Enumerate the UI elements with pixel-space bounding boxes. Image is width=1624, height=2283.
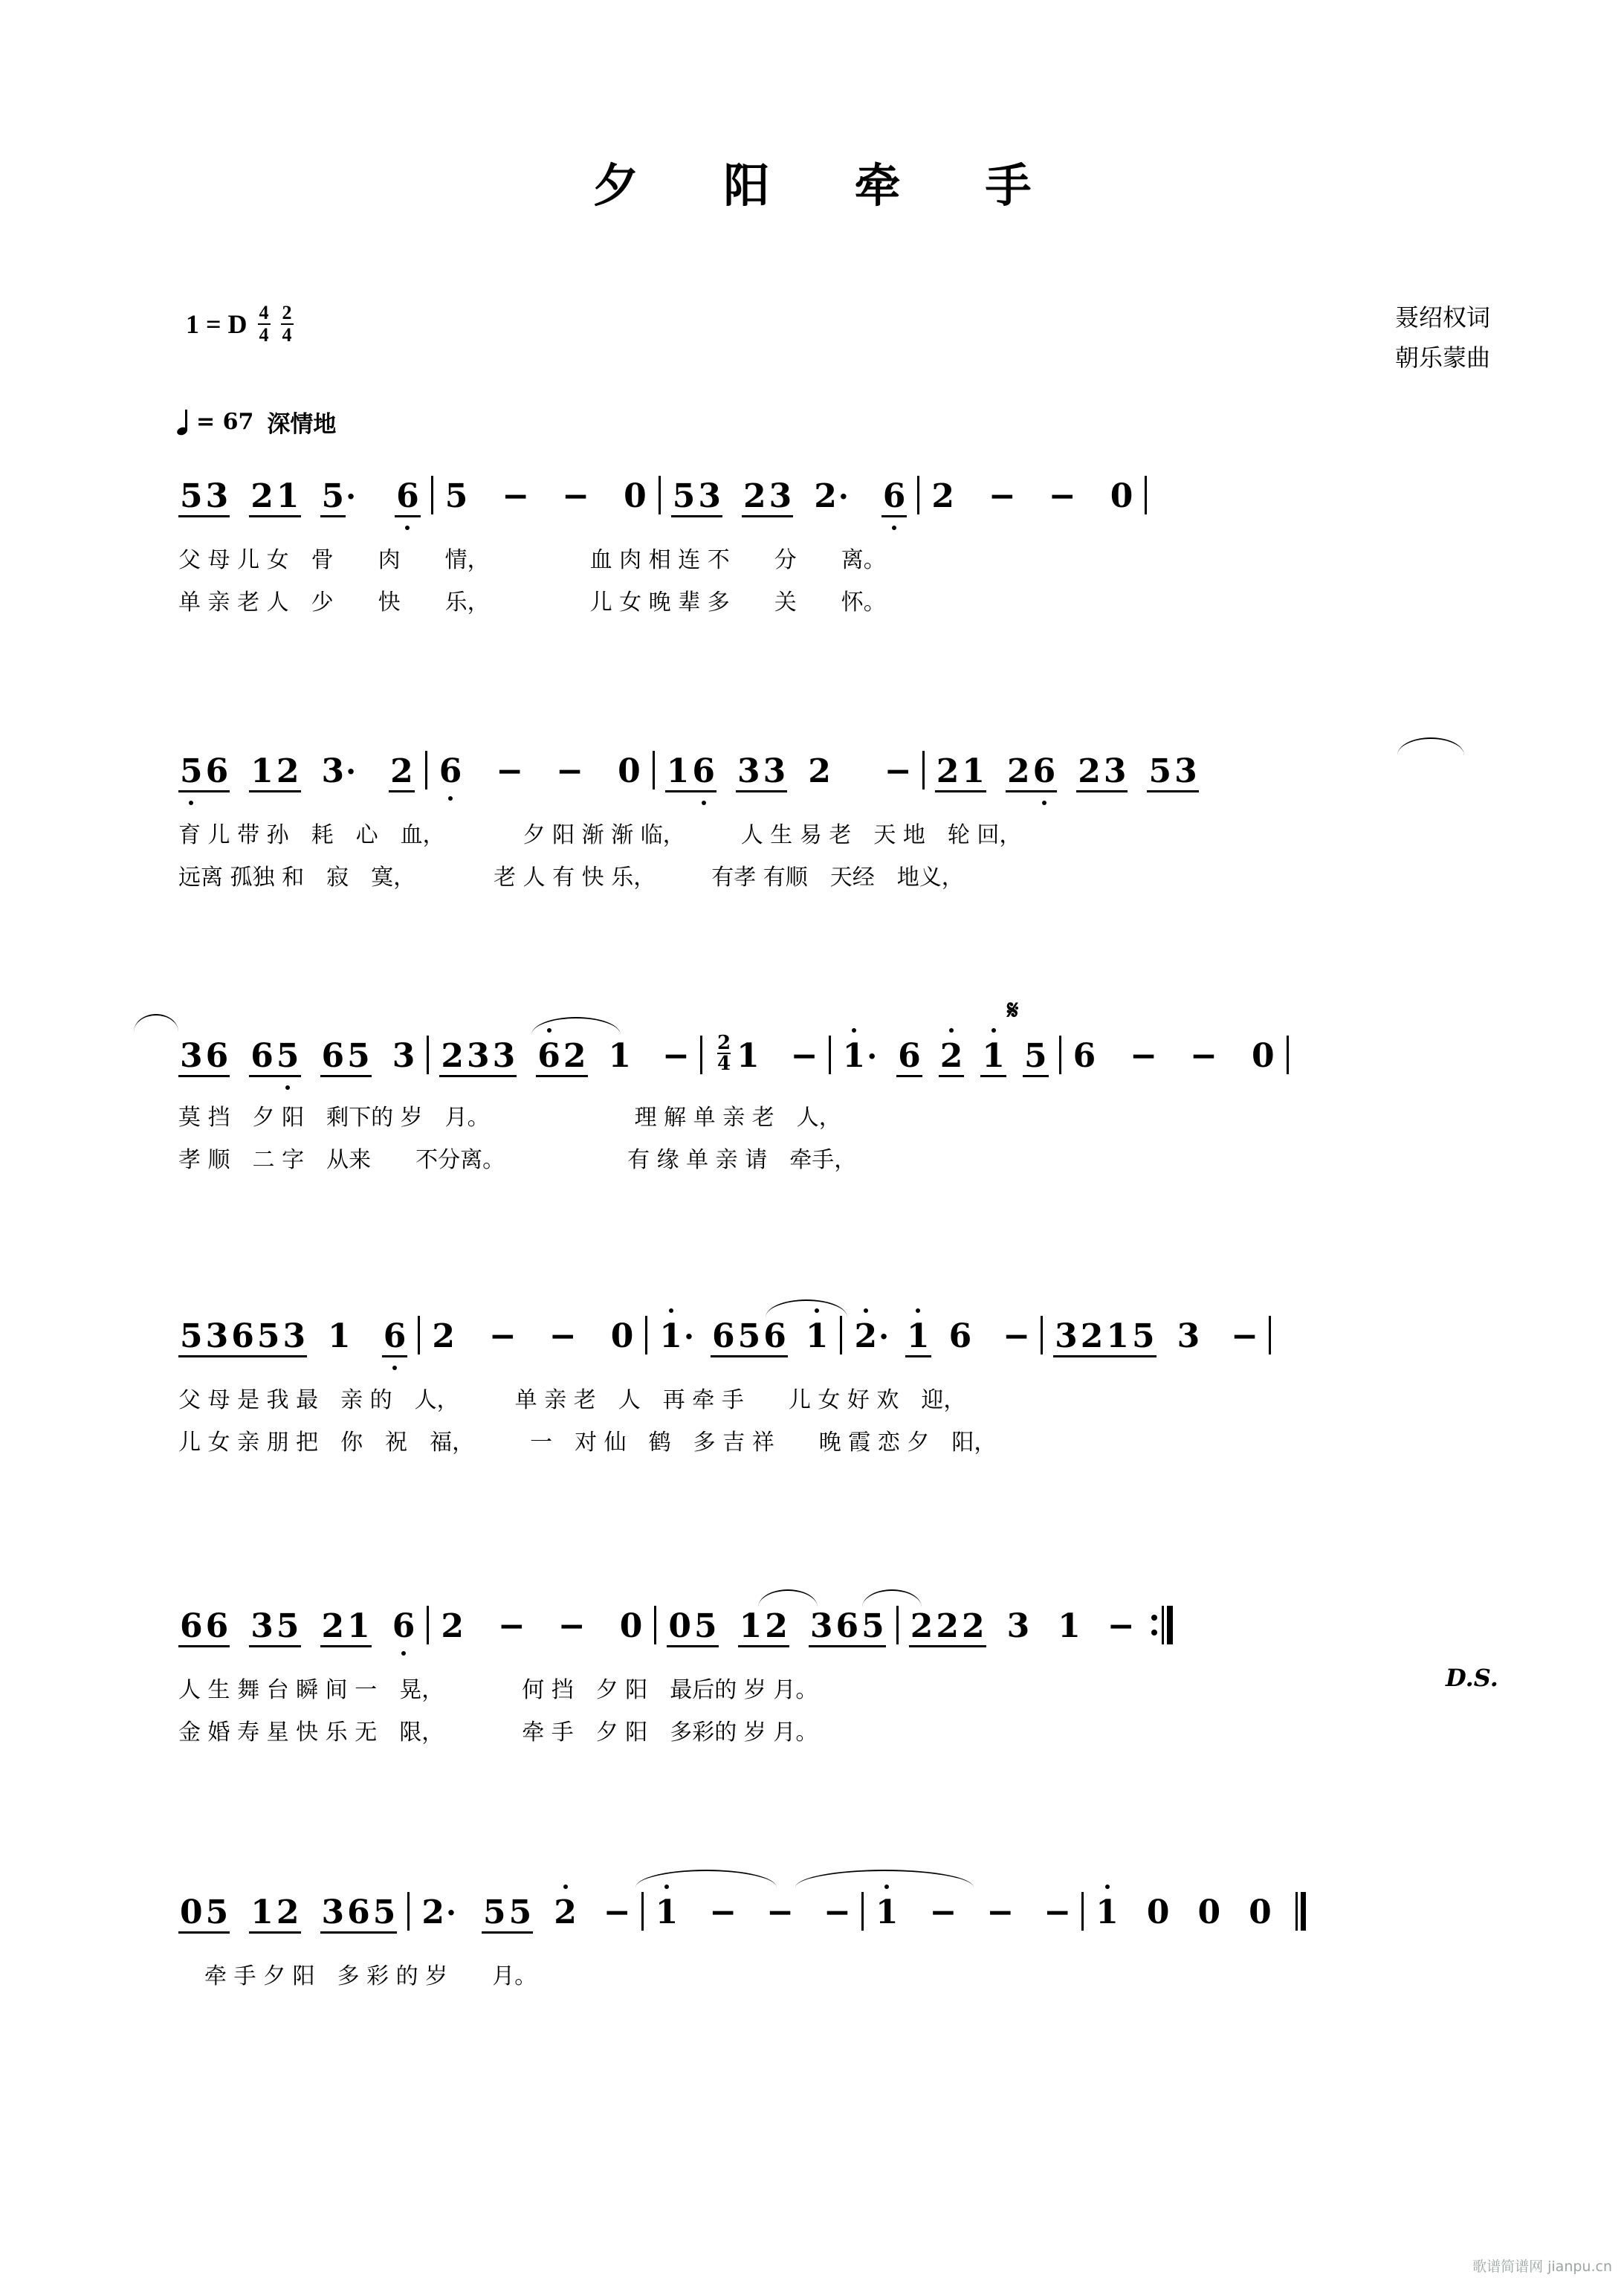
system-5-lyrics-verse-1: 人 生 舞 台 瞬 间 一 晃， 何 挡 夕 阳 最后的 岁 月。 (178, 1677, 818, 1703)
time-signature-change: $\frac{2}{4}$ (717, 1032, 731, 1075)
repeat-end-barline (1151, 1606, 1174, 1644)
system-3-lyrics-verse-2: 孝 顺 二 字 从来 不分离。 有 缘 单 亲 请 牵手， (178, 1147, 857, 1173)
watermark: 歌谱简谱网 jianpu.cn (1472, 2258, 1612, 2275)
tempo-expression: 深情地 (267, 411, 337, 438)
phrase-slur (134, 1014, 178, 1032)
system-4-notes: 53653 1 6 2 − − 0 1· 656 1 2· 1 6 − 3215 3 − (178, 1316, 1464, 1368)
key-signature-block (186, 303, 294, 345)
system-2-lyrics-verse-1: 育 儿 带 孙 耗 心 血， 夕 阳 渐 渐 临， 人 生 易 老 天 地 轮 回， (178, 822, 1022, 848)
time-signature-primary-denominator: 4 (259, 324, 269, 346)
composer-credit: 朝乐蒙曲 (1394, 343, 1490, 372)
system-2-lyrics-verse-2: 远离 孤独 和 寂 寞， 老 人 有 快 乐， 有孝 有顺 天经 地义， (178, 865, 964, 891)
system-3-notes: 36 65 65 3 233 62 1 − $\frac{2}{4}$ 1 − 1· 6 2 1 5 6 − − 0 (178, 1033, 1464, 1085)
page-title: 夕 阳 牵 手 (592, 158, 1051, 213)
time-signature-secondary (281, 303, 294, 345)
phrase-slur (531, 1017, 621, 1035)
segno-icon: 𝄋 (1007, 995, 1019, 1026)
system-4-lyrics-verse-1: 父 母 是 我 最 亲 的 人， 单 亲 老 人 再 牵 手 儿 女 好 欢 迎， (178, 1387, 966, 1413)
phrase-slur (766, 1299, 847, 1317)
tempo-marking (177, 405, 336, 439)
key-signature: 1 = D (186, 309, 248, 339)
time-signature-secondary-denominator: 4 (282, 324, 292, 346)
system-5-notes: 66 35 21 6 2 − − 0 05 12 365 222 3 1 − (178, 1606, 1464, 1658)
credits-block (1395, 297, 1490, 378)
quarter-note-icon (177, 410, 189, 435)
phrase-slur (795, 1870, 974, 1888)
time-signature-secondary-numerator: 2 (282, 302, 292, 323)
system-1-lyrics-verse-2: 单 亲 老 人 少 快 乐， 儿 女 晚 辈 多 关 怀。 (178, 590, 886, 616)
phrase-slur (635, 1870, 777, 1888)
system-6-notes: 05 12 365 2· 55 2 − 1 − − − 1 − − − 1 0 0 0 (178, 1892, 1464, 1944)
time-signature-primary-numerator: 4 (259, 302, 269, 323)
phrase-slur (862, 1589, 922, 1607)
final-barline (1295, 1892, 1306, 1931)
system-3-lyrics-verse-1: 莫 挡 夕 阳 剩下的 岁 月。 理 解 单 亲 老 人， (178, 1105, 841, 1131)
phrase-slur (758, 1589, 818, 1607)
system-5-lyrics-verse-2: 金 婚 寿 星 快 乐 无 限， 牵 手 夕 阳 多彩的 岁 月。 (178, 1719, 818, 1746)
phrase-slur (1397, 737, 1464, 755)
tempo-value: = 67 (196, 409, 254, 435)
system-4-lyrics-verse-2: 儿 女 亲 朋 把 你 祝 福， 一 对 仙 鹤 多 吉 祥 晚 霞 恋 夕 阳， (178, 1430, 997, 1456)
system-2-notes: 56 12 3· 2 6 − − 0 16 33 2 − 21 26 23 53 (178, 751, 1464, 803)
time-signature-primary (258, 303, 271, 345)
system-1-notes: 53 21 5· 6 5 − − 0 53 23 2· 6 2 − − 0 (178, 476, 1464, 528)
system-6-lyrics-verse-1: 牵 手 夕 阳 多 彩 的 岁 月。 (204, 1963, 537, 1989)
system-1-lyrics-verse-1: 父 母 儿 女 骨 肉 情， 血 肉 相 连 不 分 离。 (178, 547, 886, 573)
lyricist-credit: 聂绍权词 (1394, 303, 1490, 332)
ds-mark: D.S. (1446, 1664, 1498, 1692)
